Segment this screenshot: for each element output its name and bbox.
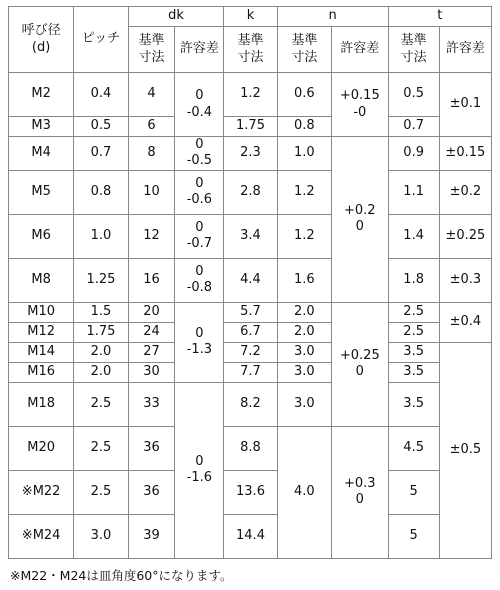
header-nominal: 呼び径 (d) xyxy=(9,7,74,73)
header-n-basic: 基準 寸法 xyxy=(277,27,331,73)
table-row: M8 1.25 16 0 -0.8 4.4 1.6 1.8 ±0.3 xyxy=(9,258,492,302)
table-row: M20 2.5 36 8.8 4.0 +0.3 0 4.5 xyxy=(9,426,492,470)
header-dk: dk xyxy=(128,7,224,27)
header-k-basic: 基準 寸法 xyxy=(224,27,277,73)
table-row: M6 1.0 12 0 -0.7 3.4 1.2 1.4 ±0.25 xyxy=(9,214,492,258)
table-row: M2 0.4 4 0 -0.4 1.2 0.6 +0.15 -0 0.5 ±0.1 xyxy=(9,73,492,117)
header-pitch: ピッチ xyxy=(74,7,128,73)
table-row: M14 2.0 27 7.2 3.0 3.5 ±0.5 xyxy=(9,342,492,362)
table-row: M4 0.7 8 0 -0.5 2.3 1.0 +0.2 0 0.9 ±0.15 xyxy=(9,137,492,171)
footnote: ※M22・M24は皿角度60°になります。 xyxy=(10,568,233,583)
table-row: M16 2.0 30 7.7 3.0 3.5 xyxy=(9,362,492,382)
header-dk-tol: 許容差 xyxy=(175,27,224,73)
table-row: M12 1.75 24 6.7 2.0 2.5 xyxy=(9,322,492,342)
header-t: t xyxy=(388,7,491,27)
table-row: M10 1.5 20 0 -1.3 5.7 2.0 +0.25 0 2.5 ±0.4 xyxy=(9,302,492,322)
table-row: ※M22 2.5 36 13.6 5 xyxy=(9,470,492,514)
header-n: n xyxy=(277,7,388,27)
table-row: ※M24 3.0 39 14.4 5 xyxy=(9,514,492,558)
header-k: k xyxy=(224,7,277,27)
header-t-basic: 基準 寸法 xyxy=(388,27,439,73)
header-n-tol: 許容差 xyxy=(332,27,389,73)
header-dk-basic: 基準 寸法 xyxy=(128,27,175,73)
table-row: M3 0.5 6 1.75 0.8 0.7 xyxy=(9,117,492,137)
header-t-tol: 許容差 xyxy=(439,27,491,73)
table-row: M5 0.8 10 0 -0.6 2.8 1.2 1.1 ±0.2 xyxy=(9,170,492,214)
spec-table xyxy=(8,6,492,559)
table-row: M18 2.5 33 0 -1.6 8.2 3.0 3.5 xyxy=(9,382,492,426)
